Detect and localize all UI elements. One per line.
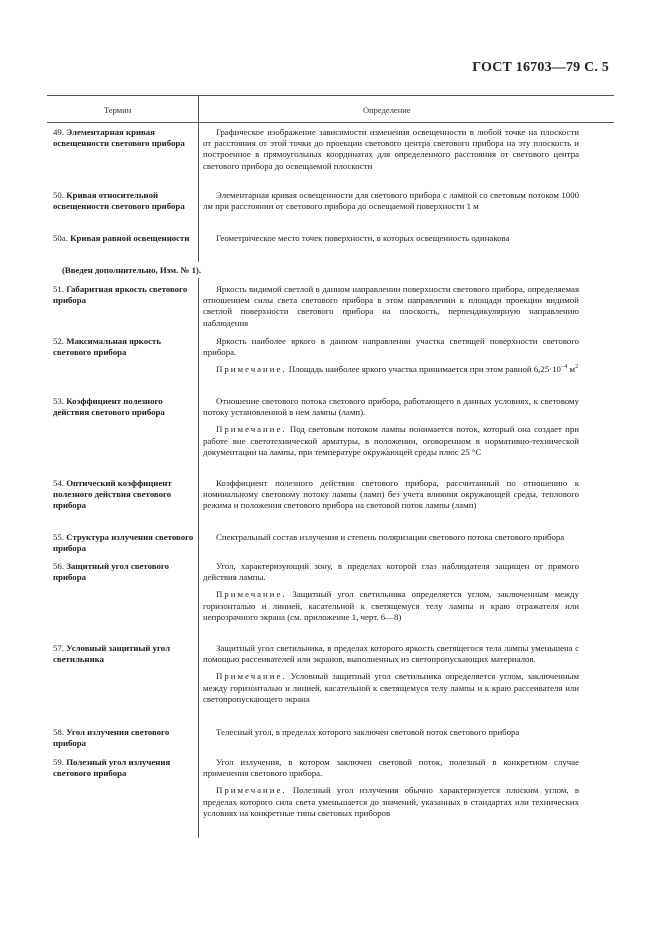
term-51: 51. Габаритная яркость светового прибора: [53, 284, 188, 305]
amendment-note: (Введен дополнительно, Изм. № 1).: [62, 265, 202, 275]
definition-52: Яркость наиболее яркого в данном направлении участка светящей поверхности светового прибора. Примечание. Площадь наиболее яркого участка принимается при этом равной $6,25\cdot 10^{-4}$ $м^2$: [203, 336, 579, 375]
term-54: 54. Оптический коэффициент полезного действия светового прибора: [53, 478, 172, 510]
term-50: 50. Кривая относительной освещенности светового прибора: [53, 190, 185, 211]
table-header-rule: [47, 122, 614, 123]
definition-53: Отношение светового потока светового прибора, работающего в данных условиях, к световому потоку установленной в нем лампы (ламп). Примечание. Под световым потоком лампы понимается поток, который она создает при работе вне светотехнической арматуры, в положении, оговоренном в нормативно-технической документации на лампы, при температуре окружающей среды плюс 25 °С: [203, 396, 579, 457]
definition-59: Угол излучения, в котором заключен световой поток, полезный в конкретном случае применения светового прибора. Примечание. Полезный угол излучения обычно характеризуется плоским углом, в пределах которого сила света уменьшается до значений, указанных в стандартах или технических условиях на конкретные типы световых приборов: [203, 757, 580, 818]
term-56: 56. Защитный угол светового прибора: [53, 561, 170, 582]
column-header-term: Термин: [104, 105, 132, 115]
definition-54: Коэффициент полезного действия светового прибора, рассчитанный по отношению к номинальному световому потоку лампы (ламп) без учета влияния окружающей среды, теплового режима и положения светового прибора на световой поток лампы (ламп): [203, 478, 579, 511]
term-57: 57. Условный защитный угол светильника: [53, 643, 171, 664]
column-divider-upper: [198, 122, 199, 262]
definition-49: Графическое изображение зависимости изменения освещенности в любой точке на плоскости от расстояния от этой точки до проекции светового центра светового прибора на эту плоскость и построенное в прямоугольных координатах для определенного расстояния от светового центра светового прибора до освещаемой плоскости: [203, 127, 579, 171]
term-49: 49. Элементарная кривая освещенности светового прибора: [53, 127, 185, 148]
definition-56: Угол, характеризующий зону, в пределах которой глаз наблюдателя защищен от прямого действия лампы. Примечание. Защитный угол светильника определяется углом, заключенным между горизонталью и линией, касательной к светящемуся телу лампы и краю отражателя или непрозрачного экрана (см. приложение 1, черт. 6—8): [203, 561, 579, 622]
column-divider-lower: [198, 278, 199, 838]
definition-55: Спектральный состав излучения и степень поляризации светового потока светового прибора: [216, 532, 565, 542]
definition-50a: Геометрическое место точек поверхности, в которых освещенность одинакова: [216, 233, 510, 243]
term-58: 58. Угол излучения светового прибора: [53, 727, 170, 748]
page-header: ГОСТ 16703—79 С. 5: [472, 60, 609, 75]
term-55: 55. Структура излучения светового прибора: [53, 532, 194, 553]
definition-57: Защитный угол светильника, в пределах которого яркость светящегося тела лампы уменьшена с помощью рассеивателей или экранов, выполненных из светопропускающих материалов. Примечание. Условный защитный угол светильника определяется углом, заключенным между горизонталью и линией, касательной к светящемуся телу лампы и к краю рассеивателя или светопропускающего экрана: [203, 643, 580, 704]
term-52: 52. Максимальная яркость светового прибора: [53, 336, 162, 357]
term-50a: 50а. Кривая равной освещенности: [53, 233, 190, 243]
column-header-definition: Определение: [363, 105, 411, 115]
term-53: 53. Коэффициент полезного действия светового прибора: [53, 396, 165, 417]
table-top-rule: [47, 95, 614, 96]
definition-51: Яркость видимой светлой в данном направлении поверхности светового прибора, определяемая отношением силы света светового прибора в этом направлении к площади проекции видимой светлой поверхности светового прибора на плоскость, перпендикулярную направлению наблюдения: [203, 284, 579, 328]
definition-58: Телесный угол, в пределах которого заключен световой поток светового прибора: [216, 727, 520, 737]
definition-50: Элементарная кривая освещенности для светового прибора с лампой со световым потоком 1000 лм при расстоянии от светового прибора до освещаемой поверхности 1 м: [203, 190, 579, 212]
term-59: 59. Полезный угол излучения светового прибора: [53, 757, 171, 778]
column-divider-header: [198, 95, 199, 122]
